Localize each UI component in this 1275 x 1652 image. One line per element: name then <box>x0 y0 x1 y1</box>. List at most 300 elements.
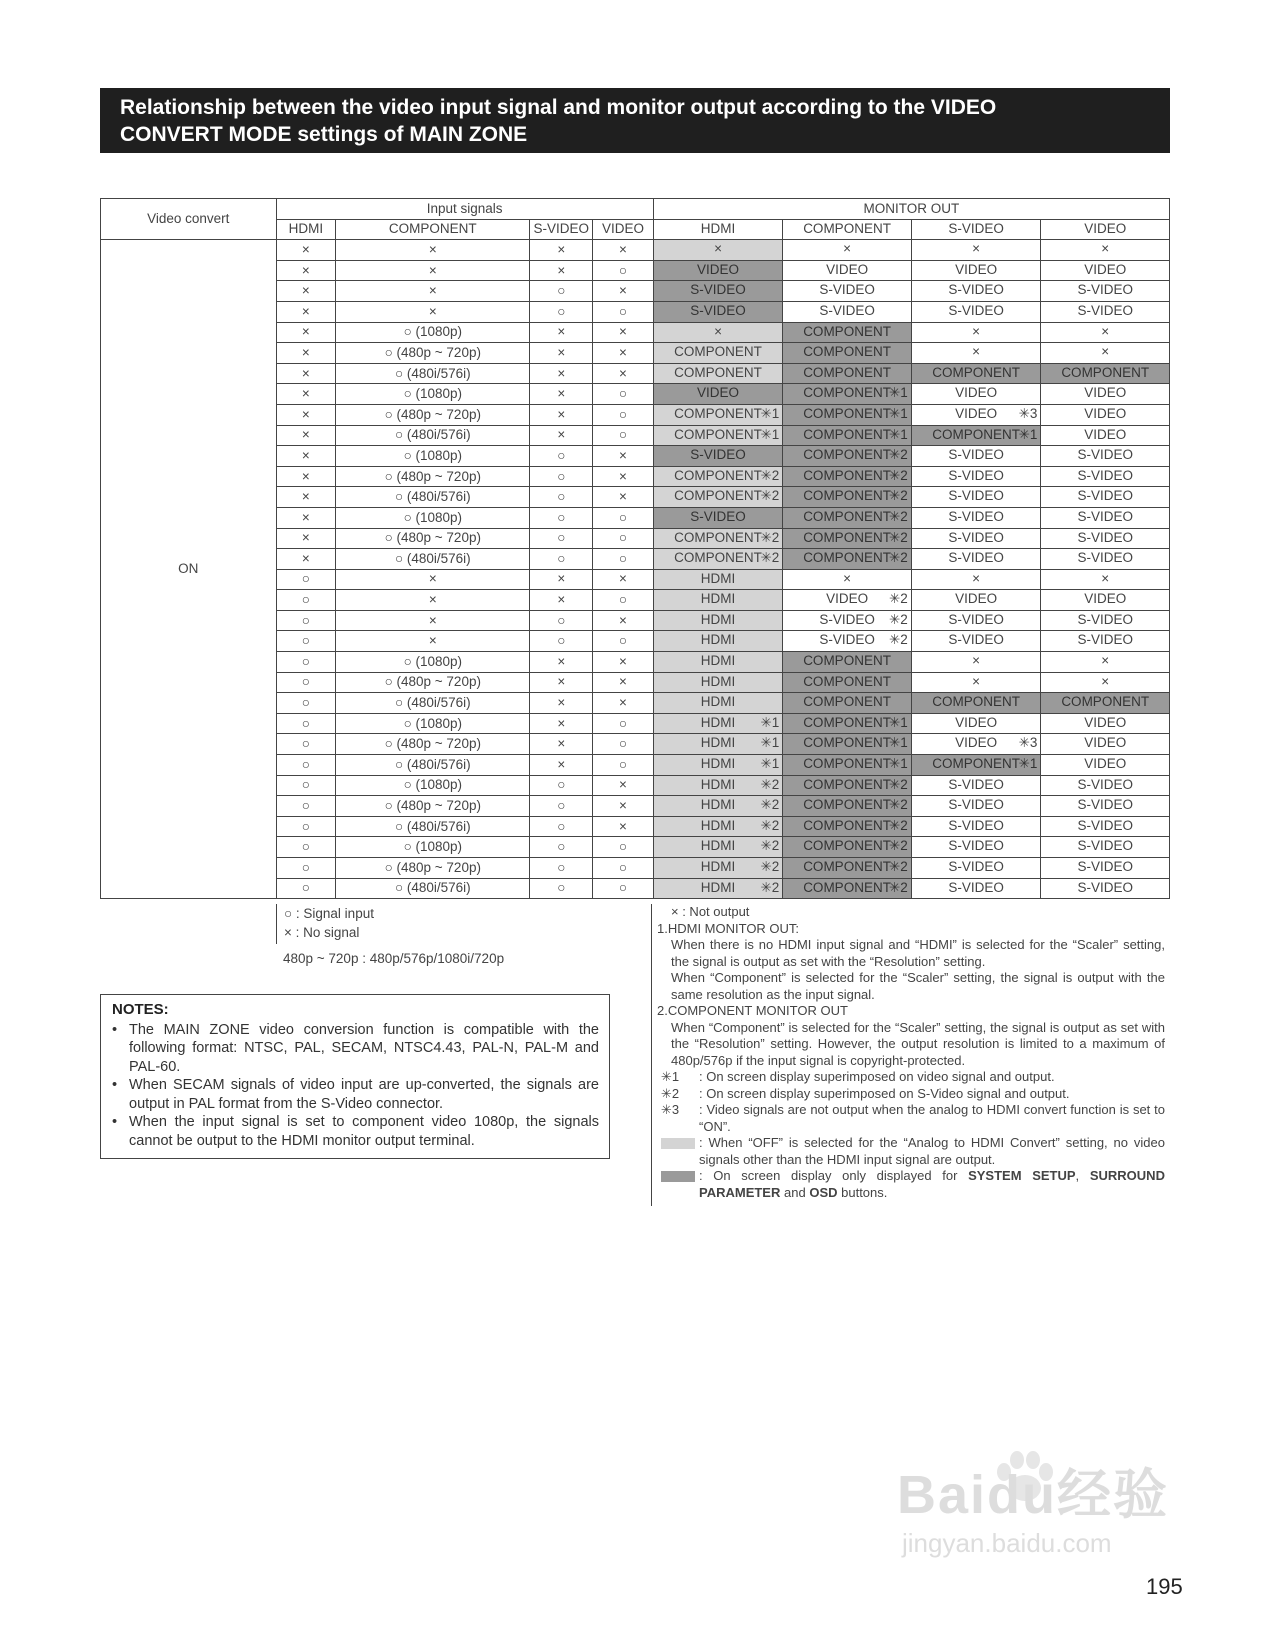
footnote-marker: ✳1 <box>889 426 908 442</box>
output-value: HDMI <box>700 694 736 710</box>
footnote-marker: ✳1 <box>760 426 780 442</box>
input-col-video: VIDEO <box>593 219 654 240</box>
input-cell: ○ <box>530 878 593 899</box>
output-cell <box>783 240 912 261</box>
output-cell <box>1041 672 1170 693</box>
footnote-marker: ✳2 <box>889 529 908 545</box>
output-cell <box>783 281 912 302</box>
output-value: S-VIDEO <box>1077 282 1133 298</box>
list-item: • The MAIN ZONE video conversion function is compatible with the following format: NTSC, PAL, SECAM, NTSC4.43, PAL-N, PAL-M and PAL-60. <box>129 1021 599 1077</box>
output-cell <box>911 713 1041 734</box>
output-cell <box>783 322 912 343</box>
input-cell: × <box>276 404 336 425</box>
output-value: COMPONENT <box>803 838 891 854</box>
input-cell: × <box>530 384 593 405</box>
output-value: S-VIDEO <box>948 611 1004 627</box>
input-cell: ○ <box>276 796 336 817</box>
output-value: VIDEO <box>1084 735 1127 751</box>
osd-label: OSD <box>809 1184 838 1200</box>
output-value: COMPONENT <box>674 364 762 380</box>
input-cell: ○ <box>530 487 593 508</box>
output-notes <box>651 904 1165 1201</box>
output-cell <box>911 816 1041 837</box>
light-shade-legend <box>657 1135 1165 1168</box>
output-cell <box>783 878 912 899</box>
output-value: × <box>1101 344 1110 360</box>
output-value: S-VIDEO <box>1077 302 1133 318</box>
input-cell: × <box>593 322 654 343</box>
output-cell <box>783 816 912 837</box>
output-cell <box>911 404 1041 425</box>
input-col-svideo: S-VIDEO <box>530 219 593 240</box>
footnote-marker: ✳2 <box>889 817 908 833</box>
footnote-marker: ✳2 <box>889 550 908 566</box>
output-cell <box>783 446 912 467</box>
output-cell <box>1041 755 1170 776</box>
output-cell <box>653 816 783 837</box>
output-col-hdmi: HDMI <box>653 219 783 240</box>
table-body <box>101 240 1170 899</box>
input-cell: ○ <box>530 631 593 652</box>
output-value: S-VIDEO <box>948 529 1004 545</box>
input-cell: × <box>276 363 336 384</box>
output-value: VIDEO <box>1084 591 1127 607</box>
footnote-marker: ✳1 <box>1018 426 1038 442</box>
output-cell <box>911 672 1041 693</box>
output-value: COMPONENT <box>674 344 762 360</box>
output-value: S-VIDEO <box>948 879 1004 895</box>
output-cell <box>653 837 783 858</box>
input-cell: ○ <box>593 260 654 281</box>
input-cell: ○ (1080p) <box>336 322 530 343</box>
output-value: COMPONENT <box>932 694 1020 710</box>
output-value: S-VIDEO <box>1077 838 1133 854</box>
input-cell: ○ <box>276 610 336 631</box>
output-cell <box>653 404 783 425</box>
output-value: VIDEO <box>1084 385 1127 401</box>
title-line-2: CONVERT MODE settings of MAIN ZONE <box>120 123 528 146</box>
output-cell <box>783 713 912 734</box>
footnote-marker: ✳2 <box>889 488 908 504</box>
output-value: × <box>843 241 852 257</box>
monitor-out-header: MONITOR OUT <box>653 199 1169 220</box>
footnote-2 <box>657 1086 1165 1103</box>
output-value: S-VIDEO <box>819 632 875 648</box>
output-value: S-VIDEO <box>948 282 1004 298</box>
input-cell: ○ (480i/576i) <box>336 816 530 837</box>
footnote-marker: ✳2 <box>889 467 908 483</box>
output-value: VIDEO <box>1084 756 1127 772</box>
output-cell <box>1041 796 1170 817</box>
output-value: × <box>972 653 981 669</box>
output-cell <box>911 796 1041 817</box>
output-value: COMPONENT <box>803 529 891 545</box>
output-cell <box>783 590 912 611</box>
output-cell <box>911 590 1041 611</box>
input-cell: ○ <box>530 281 593 302</box>
output-value: COMPONENT <box>674 426 762 442</box>
input-cell: ○ <box>276 590 336 611</box>
input-cell: × <box>276 281 336 302</box>
output-cell <box>653 528 783 549</box>
output-cell <box>783 837 912 858</box>
input-cell: ○ <box>276 672 336 693</box>
watermark-logo: Baidu经验 <box>897 1465 1170 1525</box>
light-shade-text: : When “OFF” is selected for the “Analog to HDMI Convert” setting, no video signals other than the HDMI input signal are output. <box>699 1135 1165 1167</box>
input-cell: ○ <box>276 693 336 714</box>
output-cell <box>653 343 783 364</box>
input-cell: × <box>336 281 530 302</box>
output-cell <box>1041 858 1170 879</box>
output-cell <box>1041 693 1170 714</box>
output-cell <box>911 878 1041 899</box>
output-value: HDMI <box>700 879 736 895</box>
output-cell <box>653 281 783 302</box>
input-cell: ○ (480p ~ 720p) <box>336 343 530 364</box>
footnote-marker: ✳2 <box>889 776 908 792</box>
input-cell: ○ (480i/576i) <box>336 363 530 384</box>
input-cell: ○ (480i/576i) <box>336 487 530 508</box>
output-value: COMPONENT <box>674 405 762 421</box>
input-cell: × <box>530 425 593 446</box>
input-cell: × <box>593 363 654 384</box>
system-setup-label: SYSTEM SETUP <box>968 1168 1076 1183</box>
output-value: VIDEO <box>1084 426 1127 442</box>
input-cell: × <box>530 343 593 364</box>
input-cell: × <box>593 487 654 508</box>
output-value: VIDEO <box>955 261 998 277</box>
output-value: S-VIDEO <box>948 776 1004 792</box>
output-value: HDMI <box>700 776 736 792</box>
footnote-marker: ✳1 <box>889 385 908 401</box>
input-cell: × <box>530 569 593 590</box>
output-value: VIDEO <box>1084 261 1127 277</box>
output-value: S-VIDEO <box>1077 611 1133 627</box>
input-cell: × <box>530 240 593 261</box>
input-cell: ○ <box>530 610 593 631</box>
footnote-marker: ✳1 <box>760 714 780 730</box>
output-cell <box>783 610 912 631</box>
input-cell: × <box>276 343 336 364</box>
footnote-1-text: : On screen display superimposed on video signal and output. <box>699 1069 1055 1084</box>
surround-parameter-label: SURROUND PARAMETER <box>699 1168 1165 1200</box>
input-cell: × <box>276 487 336 508</box>
input-cell: ○ (480i/576i) <box>336 755 530 776</box>
output-value: S-VIDEO <box>948 797 1004 813</box>
footnote-3-key: ✳3 <box>661 1102 680 1117</box>
list-item: • When SECAM signals of video input are up-converted, the signals are output in PAL format from the S-Video connector. <box>129 1076 599 1113</box>
input-cell: × <box>336 260 530 281</box>
input-cell: × <box>530 590 593 611</box>
output-value: COMPONENT <box>803 405 891 421</box>
dark-shade-legend <box>657 1168 1165 1201</box>
output-cell <box>653 466 783 487</box>
output-cell <box>783 734 912 755</box>
output-cell <box>653 569 783 590</box>
footnote-marker: ✳1 <box>889 756 908 772</box>
output-value: COMPONENT <box>803 859 891 874</box>
output-cell <box>1041 404 1170 425</box>
output-value: COMPONENT <box>932 426 1020 442</box>
dark-gray-swatch <box>661 1171 695 1182</box>
output-value: VIDEO <box>826 261 869 277</box>
output-value: VIDEO <box>697 385 740 401</box>
input-cell: ○ (480i/576i) <box>336 693 530 714</box>
output-cell <box>1041 610 1170 631</box>
output-value: S-VIDEO <box>948 302 1004 318</box>
output-value: S-VIDEO <box>1077 508 1133 524</box>
output-col-video: VIDEO <box>1041 219 1170 240</box>
output-cell <box>653 672 783 693</box>
output-cell <box>911 610 1041 631</box>
output-cell <box>911 775 1041 796</box>
input-cell: × <box>593 343 654 364</box>
output-cell <box>911 858 1041 879</box>
output-value: COMPONENT <box>803 756 891 772</box>
input-cell: ○ (1080p) <box>336 652 530 673</box>
notes-heading: NOTES: <box>112 1001 169 1018</box>
output-cell <box>783 384 912 405</box>
output-value: VIDEO <box>1084 714 1127 730</box>
input-cell: ○ <box>593 549 654 570</box>
output-value: VIDEO <box>955 405 998 421</box>
output-value: COMPONENT <box>1061 364 1150 380</box>
footnote-marker: ✳2 <box>889 838 908 854</box>
hdmi-monitor-out-heading: 1.HDMI MONITOR OUT: <box>657 920 800 936</box>
output-value: HDMI <box>700 632 736 648</box>
output-value: S-VIDEO <box>948 632 1004 648</box>
output-value: VIDEO <box>955 591 998 607</box>
output-value: S-VIDEO <box>1077 879 1133 895</box>
output-cell <box>783 466 912 487</box>
output-cell <box>911 652 1041 673</box>
input-cell: ○ (480p ~ 720p) <box>336 734 530 755</box>
output-cell <box>911 693 1041 714</box>
input-cell: ○ <box>276 652 336 673</box>
output-value: × <box>972 241 981 257</box>
output-cell <box>911 240 1041 261</box>
output-cell <box>653 713 783 734</box>
output-cell <box>783 301 912 322</box>
hdmi-note-1: When there is no HDMI input signal and “HDMI” is selected for the “Scaler” setting, the signal is output as set with the “Resolution” setting. <box>671 937 1165 969</box>
output-cell <box>783 343 912 364</box>
output-cell <box>783 858 912 879</box>
footnote-marker: ✳2 <box>889 508 908 524</box>
output-cell <box>653 652 783 673</box>
input-cell: × <box>530 672 593 693</box>
input-cell: ○ (1080p) <box>336 837 530 858</box>
footnote-marker: ✳2 <box>760 550 780 566</box>
footnote-marker: ✳1 <box>889 405 908 421</box>
input-cell: × <box>530 755 593 776</box>
input-cell: × <box>530 404 593 425</box>
output-value: × <box>972 344 981 360</box>
input-cell: ○ <box>530 549 593 570</box>
output-cell <box>783 528 912 549</box>
input-cell: × <box>276 322 336 343</box>
output-cell <box>1041 466 1170 487</box>
footnote-marker: ✳1 <box>889 714 908 730</box>
output-cell <box>783 775 912 796</box>
input-cell: × <box>276 260 336 281</box>
output-cell <box>653 507 783 528</box>
output-cell <box>911 446 1041 467</box>
input-cell: × <box>593 466 654 487</box>
video-convert-table <box>100 198 1170 899</box>
output-value: S-VIDEO <box>690 302 746 318</box>
input-cell: ○ <box>593 713 654 734</box>
output-value: S-VIDEO <box>819 302 875 318</box>
output-value: HDMI <box>700 611 736 627</box>
section-title-banner <box>100 88 1170 153</box>
output-cell <box>783 569 912 590</box>
output-cell <box>1041 425 1170 446</box>
output-cell <box>911 528 1041 549</box>
output-cell <box>1041 713 1170 734</box>
output-cell <box>911 343 1041 364</box>
footnote-1 <box>657 1069 1165 1086</box>
output-value: × <box>1101 673 1110 689</box>
output-cell <box>911 755 1041 776</box>
input-cell: × <box>530 734 593 755</box>
output-value: S-VIDEO <box>1077 529 1133 545</box>
input-cell: ○ <box>276 837 336 858</box>
input-cell: ○ <box>593 425 654 446</box>
footnote-marker: ✳2 <box>889 447 908 463</box>
output-cell <box>1041 507 1170 528</box>
output-cell <box>1041 878 1170 899</box>
output-value: S-VIDEO <box>948 550 1004 566</box>
output-value: × <box>1101 241 1110 257</box>
output-cell <box>653 693 783 714</box>
output-value: COMPONENT <box>803 735 891 751</box>
output-cell <box>783 487 912 508</box>
input-cell: ○ <box>593 301 654 322</box>
output-value: S-VIDEO <box>1077 797 1133 813</box>
output-cell <box>783 796 912 817</box>
output-value: HDMI <box>700 673 736 689</box>
input-cell: ○ (480i/576i) <box>336 878 530 899</box>
output-value: × <box>972 673 981 689</box>
input-cell: ○ <box>593 631 654 652</box>
output-cell <box>1041 816 1170 837</box>
output-cell <box>911 569 1041 590</box>
output-value: HDMI <box>700 570 736 586</box>
footnote-marker: ✳1 <box>760 735 780 751</box>
footnote-marker: ✳1 <box>760 756 780 772</box>
video-convert-mode-cell: ON <box>101 240 277 899</box>
output-cell <box>653 446 783 467</box>
output-value: COMPONENT <box>803 467 891 483</box>
output-value: VIDEO <box>955 714 998 730</box>
footnote-marker: ✳2 <box>760 776 780 792</box>
output-cell <box>653 260 783 281</box>
input-cell: × <box>336 590 530 611</box>
input-cell: × <box>530 260 593 281</box>
footnote-marker: ✳2 <box>760 529 780 545</box>
input-cell: ○ <box>276 878 336 899</box>
output-value: COMPONENT <box>803 694 891 710</box>
input-cell: ○ (480i/576i) <box>336 425 530 446</box>
input-cell: ○ (1080p) <box>336 446 530 467</box>
input-cell: × <box>276 507 336 528</box>
input-cell: ○ <box>530 507 593 528</box>
output-value: COMPONENT <box>674 529 762 545</box>
output-value: COMPONENT <box>803 344 891 360</box>
watermark-url: jingyan.baidu.com <box>902 1528 1112 1558</box>
input-cell: ○ <box>530 528 593 549</box>
output-value: COMPONENT <box>803 879 891 895</box>
output-value: COMPONENT <box>803 673 891 689</box>
output-cell <box>783 652 912 673</box>
output-cell <box>653 384 783 405</box>
footnote-marker: ✳2 <box>889 611 908 627</box>
output-cell <box>911 734 1041 755</box>
footnote-marker: ✳2 <box>889 632 908 648</box>
input-cell: × <box>276 549 336 570</box>
output-cell <box>783 404 912 425</box>
output-cell <box>783 363 912 384</box>
footnote-marker: ✳2 <box>760 838 780 854</box>
output-cell <box>911 549 1041 570</box>
output-value: × <box>1101 653 1110 669</box>
light-gray-swatch <box>661 1138 695 1149</box>
output-cell <box>1041 343 1170 364</box>
input-cell: ○ <box>530 301 593 322</box>
output-cell <box>1041 260 1170 281</box>
output-value: COMPONENT <box>803 653 891 669</box>
output-value: S-VIDEO <box>1077 447 1133 463</box>
output-value: VIDEO <box>1084 405 1127 421</box>
output-cell <box>1041 631 1170 652</box>
output-cell <box>911 322 1041 343</box>
footnote-2-key: ✳2 <box>661 1085 680 1101</box>
input-cell: ○ (480p ~ 720p) <box>336 672 530 693</box>
output-cell <box>783 693 912 714</box>
output-value: S-VIDEO <box>1077 859 1133 874</box>
input-cell: × <box>530 693 593 714</box>
output-value: S-VIDEO <box>948 467 1004 483</box>
output-cell <box>653 775 783 796</box>
input-cell: × <box>276 446 336 467</box>
output-cell <box>653 755 783 776</box>
output-cell <box>1041 590 1170 611</box>
output-cell <box>783 549 912 570</box>
list-item: • When the input signal is set to component video 1080p, the signals cannot be output to the HDMI monitor output terminal. <box>129 1113 599 1150</box>
output-value: VIDEO <box>826 591 869 607</box>
input-cell: × <box>276 528 336 549</box>
output-value: HDMI <box>700 653 736 669</box>
footnote-marker: ✳2 <box>760 797 780 813</box>
output-cell <box>783 631 912 652</box>
output-value: COMPONENT <box>803 323 891 339</box>
input-col-component: COMPONENT <box>336 219 530 240</box>
input-cell: ○ <box>276 816 336 837</box>
output-cell <box>1041 322 1170 343</box>
output-value: S-VIDEO <box>948 508 1004 524</box>
output-value: S-VIDEO <box>948 447 1004 463</box>
output-value: × <box>714 323 722 339</box>
input-cell: × <box>593 816 654 837</box>
input-cell: ○ (1080p) <box>336 713 530 734</box>
input-cell: × <box>593 240 654 261</box>
input-cell: ○ <box>276 734 336 755</box>
input-cell: × <box>336 569 530 590</box>
output-cell <box>783 507 912 528</box>
input-cell: ○ <box>593 837 654 858</box>
output-value: COMPONENT <box>803 488 891 504</box>
footnote-marker: ✳2 <box>889 591 908 607</box>
